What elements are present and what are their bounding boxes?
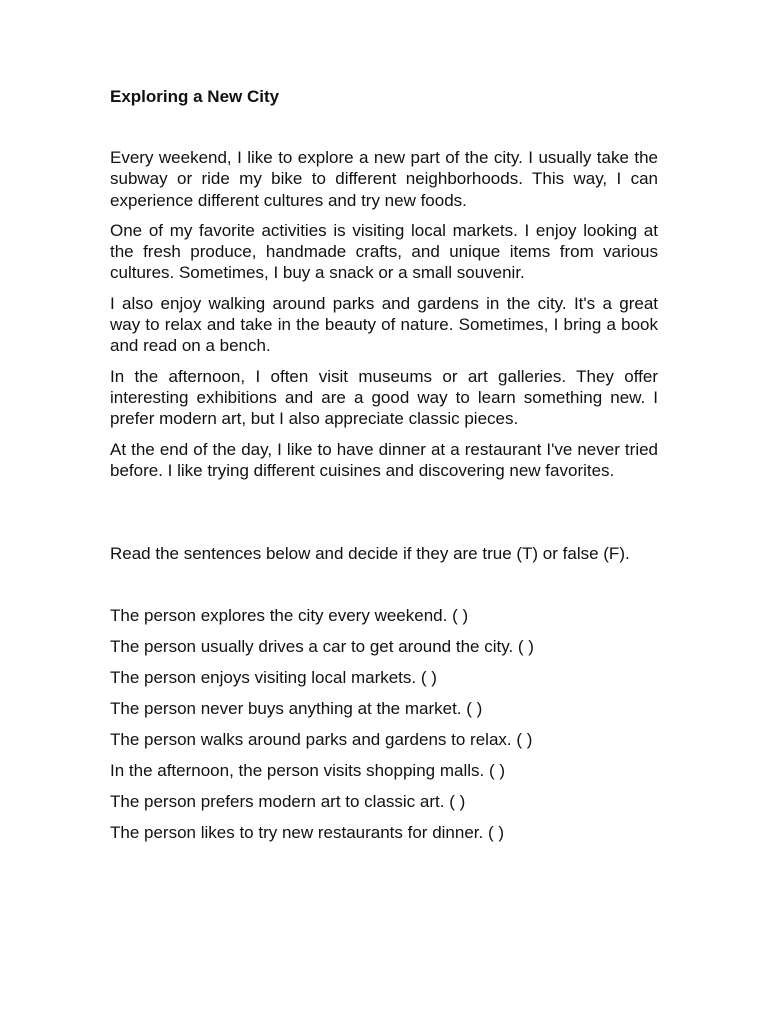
passage-paragraph: One of my favorite activities is visiting local markets. I enjoy looking at the fresh produce, handmade crafts, and unique items from various cultures. Sometimes, I buy a snack or a small souvenir. bbox=[110, 220, 658, 283]
statement-item: The person walks around parks and gardens to relax. ( ) bbox=[110, 730, 533, 749]
statement-item: The person prefers modern art to classic art. ( ) bbox=[110, 792, 466, 811]
reading-passage bbox=[110, 147, 658, 490]
statement-item: In the afternoon, the person visits shopping malls. ( ) bbox=[110, 761, 505, 780]
passage-paragraph: I also enjoy walking around parks and gardens in the city. It's a great way to relax and take in the beauty of nature. Sometimes, I bring a book and read on a bench. bbox=[110, 293, 658, 356]
statement-item: The person enjoys visiting local markets. ( ) bbox=[110, 668, 437, 687]
statement-item: The person usually drives a car to get around the city. ( ) bbox=[110, 637, 534, 656]
statement-item: The person never buys anything at the market. ( ) bbox=[110, 699, 483, 718]
passage-paragraph: At the end of the day, I like to have dinner at a restaurant I've never tried before. I like trying different cuisines and discovering new favorites. bbox=[110, 439, 658, 480]
statement-item: The person likes to try new restaurants for dinner. ( ) bbox=[110, 823, 505, 842]
exercise-instructions: Read the sentences below and decide if they are true (T) or false (F). bbox=[110, 544, 630, 563]
statement-item: The person explores the city every weekend. ( ) bbox=[110, 606, 469, 625]
passage-paragraph: In the afternoon, I often visit museums or art galleries. They offer interesting exhibitions and are a good way to learn something new. I prefer modern art, but I also appreciate classic pieces. bbox=[110, 366, 658, 429]
passage-paragraph: Every weekend, I like to explore a new part of the city. I usually take the subway or ride my bike to different neighborhoods. This way, I can experience different cultures and try new foods. bbox=[110, 148, 658, 210]
true-false-statements bbox=[110, 605, 534, 853]
worksheet-title: Exploring a New City bbox=[110, 87, 280, 106]
